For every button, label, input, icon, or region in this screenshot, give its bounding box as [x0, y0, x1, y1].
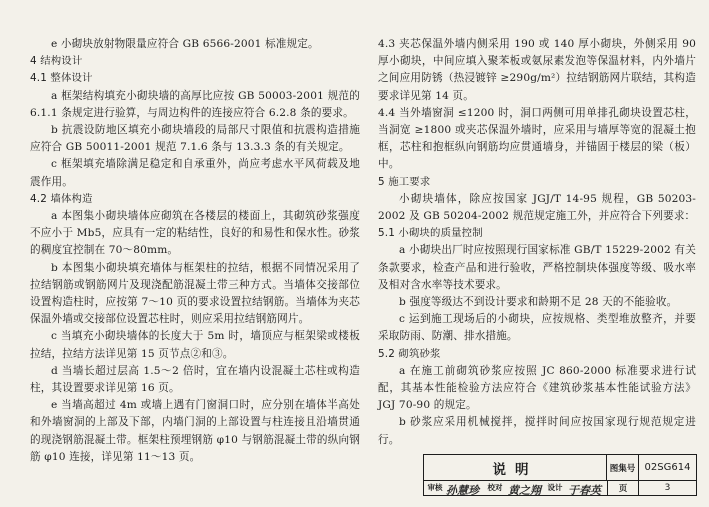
paragraph: b 强度等级达不到设计要求和龄期不足 28 天的不能验收。 [399, 296, 678, 309]
design-label: 设计 [547, 483, 563, 492]
title-block-row-top [424, 455, 696, 481]
paragraph: b 抗震设防地区填充小砌块墙段的局部尺寸限值和抗震构造措施应符合 GB 50011-2001 规范 7.1.6 条与 13.3.3 条的有关规定。 [30, 124, 360, 154]
paragraph: 5 施工要求 [378, 175, 431, 188]
atlas-number: 02SG614 [644, 462, 691, 473]
paragraph: a 框架结构填充小砌块墙的高厚比应按 GB 50003-2001 规范的 6.1.1 条规定进行验算，与周边构件的连接应符合 6.2.8 条的要求。 [30, 89, 360, 119]
paragraph: d 当墙长超过层高 1.5～2 倍时，宜在墙内设混凝土芯柱或构造柱，其设置要求详见第 16 页。 [30, 364, 360, 395]
design-signature: 于春英 [568, 484, 601, 497]
review-label: 审核 [427, 483, 443, 492]
paragraph: c 当填充小砌块墙体的长度大于 5m 时，墙顶应与框架梁或楼板拉结，拉结方法详见第 15 页节点②和③。 [30, 330, 360, 360]
paragraph: b 本图集小砌块填充墙体与框架柱的拉结，根据不同情况采用了拉结钢筋或钢筋网片及现浇配筋混凝土带三种方式。当墙体交接部位设置构造柱时，应按第 7～10 页的要求设置拉结钢筋。当墙体为夹芯保温外墙或交接部位设置芯柱时，则应采用拉结钢筋网片。 [30, 261, 360, 326]
check-label: 校对 [487, 483, 503, 492]
paragraph: 4 结构设计 [30, 55, 83, 68]
right-text-column [378, 36, 696, 449]
title-block [423, 454, 697, 496]
paragraph: a 小砌块出厂时应按照现行国家标准 GB/T 15229-2002 有关条款要求，检查产品和进行验收，严格控制块体强度等级、吸水率及相对含水率等技术要求。 [378, 244, 696, 291]
sheet-title: 说明 [424, 455, 607, 480]
paragraph: 4.4 当外墙窗洞 ≤1200 时，洞口两侧可用单排孔砌块设置芯柱，当洞宽 ≥1800 或夹芯保温外墙时，应采用与墙厚等宽的混凝土抱框，芯柱和抱框纵向钢筋均应贯通墙身，并锚固于楼层的梁（板）中。 [378, 106, 696, 171]
paragraph: e 小砌块放射物限量应符合 GB 6566-2001 标准规定。 [51, 38, 319, 50]
check-signature: 黄之翔 [508, 484, 541, 497]
paragraph: 小砌块墙体，除应按国家 JGJ/T 14-95 规程，GB 50203-2002 及 GB 50204-2002 规范规定施工外，并应符合下列要求： [378, 192, 696, 223]
paragraph: b 砂浆应采用机械搅拌，搅拌时间应按国家现行规范规定进行。 [378, 416, 696, 446]
left-text-column [30, 36, 360, 466]
paragraph: 4.1 整体设计 [30, 72, 93, 85]
paragraph: a 本图集小砌块墙体应砌筑在各楼层的楼面上，其砌筑砂浆强度不应小于 Mb5，应具有一定的粘结性，良好的和易性和保水性。砂浆的稠度宜控制在 70～80mm。 [30, 210, 360, 257]
paragraph: 4.2 墙体构造 [30, 192, 93, 205]
paragraph: 5.2 砌筑砂浆 [378, 347, 441, 360]
review-signature: 孙慧珍 [446, 484, 479, 497]
paragraph: 4.3 夹芯保温外墙内侧采用 190 或 140 厚小砌块，外侧采用 90 厚小砌块，中间应填入聚苯板或氨尿素发泡等保温材料，内外墙片之间应用防锈（热浸镀锌 ≥290g/m²）拉结钢筋网片联结，其构造要求详见第 14 页。 [378, 38, 696, 102]
page-number: 3 [664, 482, 671, 493]
paragraph: c 运到施工现场后的小砌块，应按规格、类型堆放整齐，并要采取防雨、防潮、排水措施。 [378, 313, 696, 343]
paragraph: e 当墙高超过 4m 或墙上遇有门窗洞口时，应分别在墙体半高处和外墙窗洞的上部及下部，内墙门洞的上部设置与柱连接且沿墙贯通的现浇钢筋混凝土带。框架柱预埋钢筋 φ10 与钢筋混凝土带的纵向钢筋 φ10 连接，详见第 11～13 页。 [30, 399, 360, 463]
page-label: 页 [607, 480, 639, 495]
paragraph: c 框架填充墙除满足稳定和自承重外，尚应考虑水平风荷载及地震作用。 [30, 158, 360, 188]
atlas-number-label: 图集号 [607, 455, 639, 480]
title-block-row-bottom [424, 480, 696, 495]
paragraph: a 在施工前砌筑砂浆应按照 JC 860-2000 标准要求进行试配，其基本性能检验方法应符合《建筑砂浆基本性能试验方法》JGJ 70-90 的规定。 [378, 364, 696, 412]
paragraph: 5.1 小砌块的质量控制 [378, 227, 483, 240]
